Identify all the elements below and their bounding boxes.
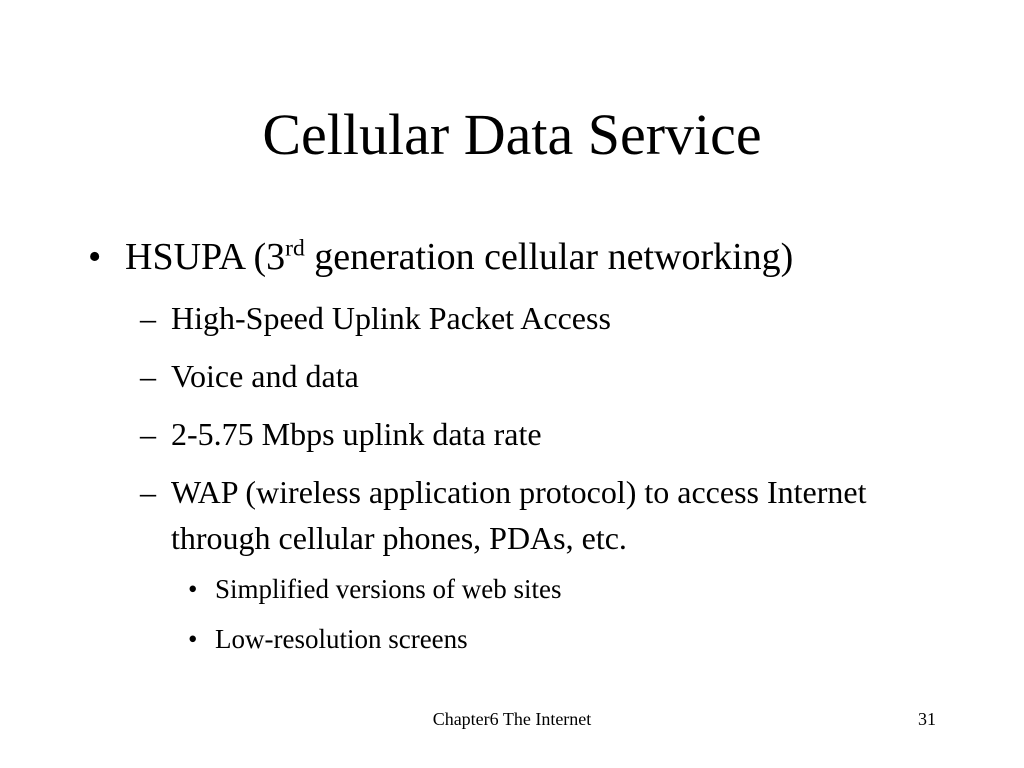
footer-chapter: Chapter6 The Internet bbox=[432, 709, 592, 729]
third-bullet-marker: • bbox=[188, 624, 198, 654]
sub-bullet-text: Voice and data bbox=[171, 358, 359, 394]
third-bullet-screens bbox=[188, 620, 468, 658]
sub-bullet-wap bbox=[140, 469, 931, 561]
sub-bullet-marker: – bbox=[140, 474, 156, 510]
sub-bullet-text: 2-5.75 Mbps uplink data rate bbox=[171, 416, 542, 452]
third-bullet-simplified bbox=[188, 570, 561, 608]
bullet-text-after: generation cellular networking) bbox=[304, 236, 794, 278]
bullet-text bbox=[125, 232, 793, 282]
bullet-text-before: HSUPA (3 bbox=[125, 236, 286, 278]
footer-page-number: 31 bbox=[918, 709, 936, 729]
slide-title: Cellular Data Service bbox=[262, 102, 762, 167]
sub-bullet-text: WAP (wireless application protocol) to access Internet through cellular phones, PDAs, etc. bbox=[171, 474, 867, 556]
bullet-hsupa bbox=[88, 232, 793, 282]
bullet-marker: • bbox=[88, 236, 102, 278]
sub-bullet-rate bbox=[140, 411, 542, 457]
sub-bullet-marker: – bbox=[140, 416, 156, 452]
sub-bullet-voice bbox=[140, 353, 359, 399]
sub-bullet-uplink bbox=[140, 295, 611, 341]
sub-bullet-marker: – bbox=[140, 358, 156, 394]
third-bullet-text: Low-resolution screens bbox=[215, 624, 468, 654]
third-bullet-marker: • bbox=[188, 574, 198, 604]
sub-bullet-text: High-Speed Uplink Packet Access bbox=[171, 300, 611, 336]
sub-bullet-marker: – bbox=[140, 300, 156, 336]
bullet-superscript: rd bbox=[285, 235, 305, 262]
third-bullet-text: Simplified versions of web sites bbox=[215, 574, 562, 604]
